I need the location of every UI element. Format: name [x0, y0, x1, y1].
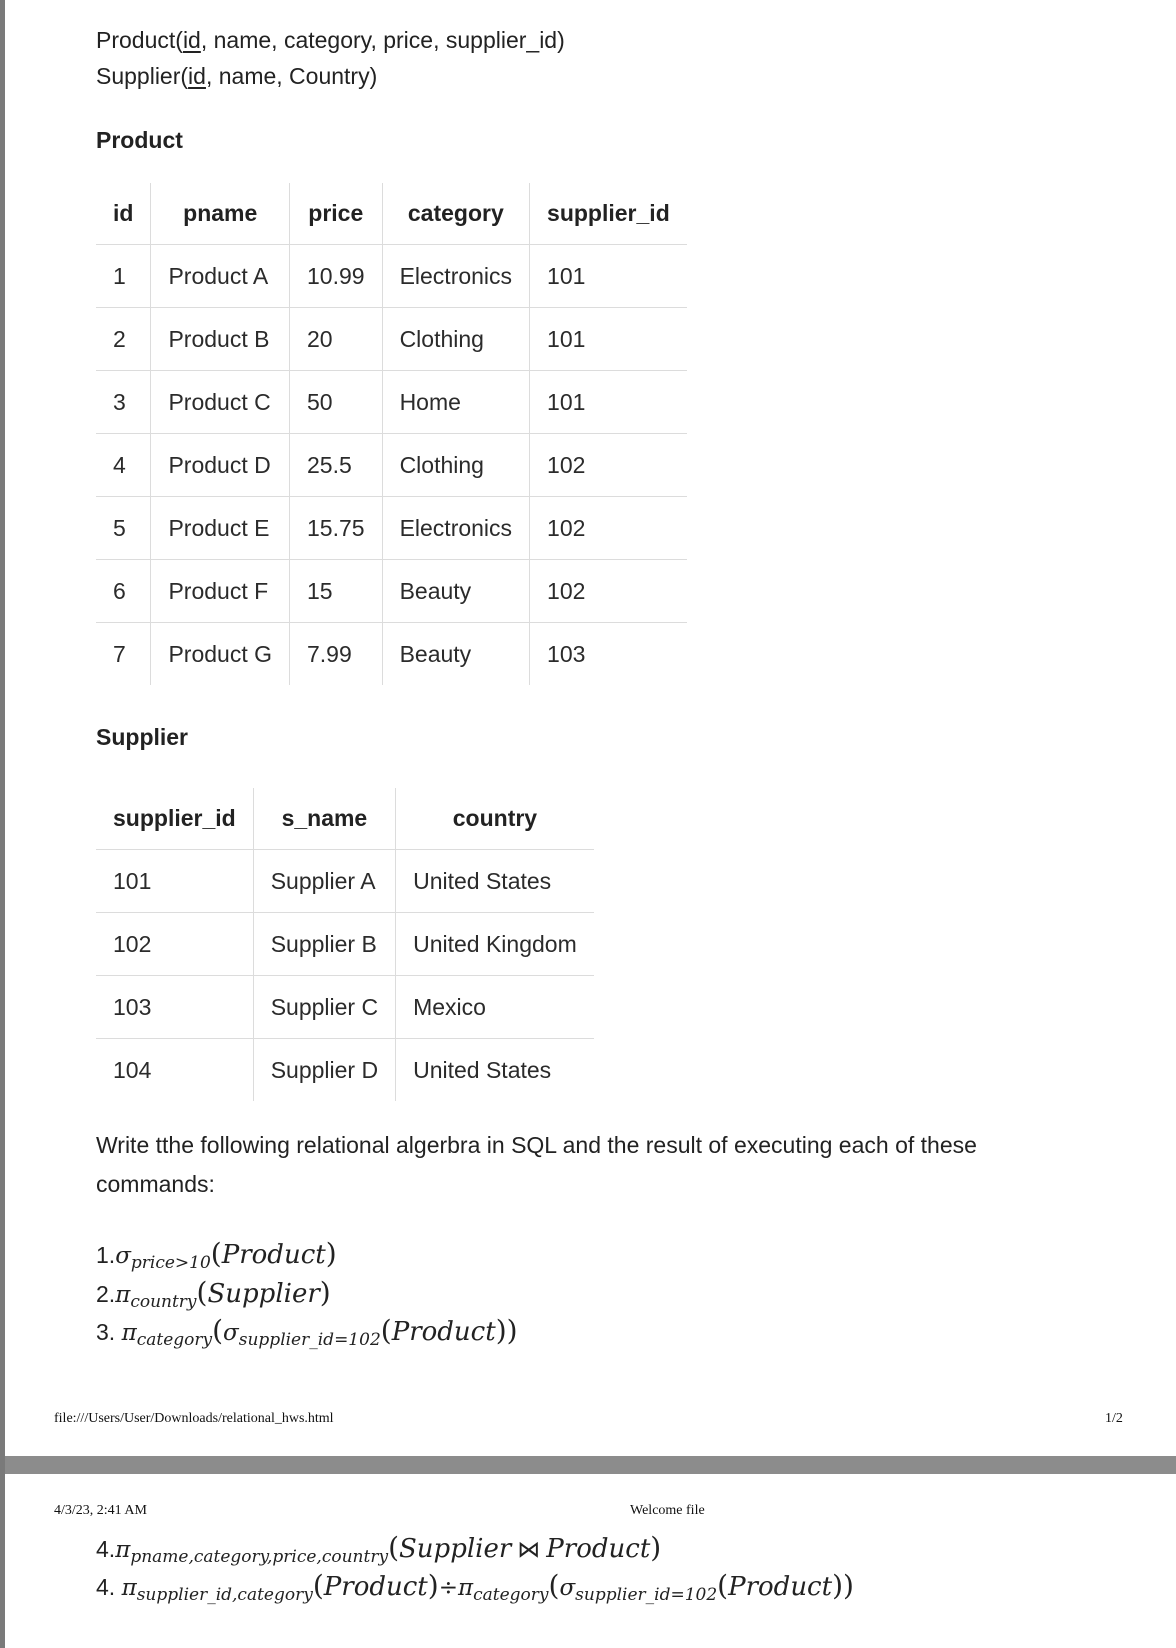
schema-supplier-rest: , name, Country) [205, 63, 378, 89]
expression-2: $2.\pi_{country}(Supplier)$ [96, 1276, 331, 1312]
table-cell: 2 [96, 308, 151, 371]
table-cell: Beauty [382, 623, 529, 686]
expression-number: 2. [96, 1281, 116, 1307]
column-header: pname [151, 183, 290, 245]
expression-3: 3. $\pi_{category}(\sigma_{supplier\_id=102}(Product))$ [96, 1314, 518, 1350]
table-row [96, 245, 687, 308]
expression-subscript: price>10 [130, 1253, 211, 1273]
table-row [96, 371, 687, 434]
table-cell: 103 [96, 976, 253, 1039]
table-row [96, 434, 687, 497]
table-cell: United Kingdom [396, 913, 594, 976]
sigma-symbol: σ [559, 1575, 576, 1601]
expression-argument: Product [728, 1572, 833, 1602]
expression-5: 4. $\pi_{supplier\_id,category}(Product)\div\pi_{category}(\sigma_{supplier\_id=102}(Product))$ [96, 1569, 854, 1605]
table-cell: United States [396, 1039, 594, 1102]
table-cell: Product C [151, 371, 290, 434]
table-cell: 20 [290, 308, 383, 371]
table-cell: United States [396, 850, 594, 913]
table-cell: Product A [151, 245, 290, 308]
table-cell: 102 [96, 913, 253, 976]
table-row [96, 308, 687, 371]
expression-number: 1. [96, 1242, 116, 1268]
table-cell: Home [382, 371, 529, 434]
table-cell: Product D [151, 434, 290, 497]
table-cell: 102 [530, 434, 687, 497]
pi-symbol: π [457, 1575, 474, 1601]
expression-1: $1.\sigma_{price>10}(Product)$ [96, 1237, 337, 1273]
expression-subscript: country [130, 1292, 197, 1312]
footer-page-number: 1/2 [1105, 1411, 1123, 1426]
column-header: price [290, 183, 383, 245]
column-header: category [382, 183, 529, 245]
expression-number: 4. [96, 1574, 122, 1600]
table-cell: Supplier C [253, 976, 395, 1039]
table-cell: 4 [96, 434, 151, 497]
footer-url: file:///Users/User/Downloads/relational_hws.html [54, 1411, 334, 1426]
table-cell: 101 [530, 245, 687, 308]
column-header: country [396, 788, 594, 850]
schema-product-prefix: Product( [96, 27, 183, 53]
pi-symbol: π [115, 1537, 131, 1563]
supplier-table [96, 788, 594, 1101]
expression-argument: Supplier [207, 1279, 320, 1309]
table-cell: Product G [151, 623, 290, 686]
product-table [96, 183, 687, 685]
table-row [96, 913, 594, 976]
schema-product [96, 29, 565, 52]
product-heading: Product [96, 127, 183, 153]
table-row [96, 560, 687, 623]
expression-subscript: supplier_id,category [136, 1585, 313, 1605]
question-prompt: Write tthe following relational algerbra in SQL and the result of executing each of these commands: [96, 1132, 977, 1197]
supplier-heading: Supplier [96, 724, 189, 750]
expression-subscript: supplier_id=102 [238, 1330, 381, 1350]
table-cell: Supplier D [253, 1039, 395, 1102]
table-cell: Clothing [382, 308, 529, 371]
pi-symbol: π [115, 1282, 131, 1308]
table-cell: 101 [113, 867, 152, 894]
table-cell: 10.99 [290, 245, 383, 308]
header-datetime: 4/3/23, 2:41 AM [54, 1503, 147, 1518]
table-cell: Beauty [382, 560, 529, 623]
column-header: supplier_id [96, 788, 253, 850]
column-header: id [96, 183, 151, 245]
pi-symbol: π [121, 1575, 137, 1601]
expression-subscript: category [473, 1585, 549, 1605]
schema-supplier-prefix: Supplier( [96, 63, 189, 89]
table-cell: 101 [530, 371, 687, 434]
table-cell: 25.5 [290, 434, 383, 497]
table-cell: 5 [96, 497, 151, 560]
expression-4: $4.\pi_{pname,category,price,country}(Supplier$ ⋈ Product) [96, 1531, 662, 1567]
table-cell: 1 [113, 262, 126, 289]
table-cell: 104 [96, 1039, 253, 1102]
sigma-symbol: σ [115, 1243, 131, 1269]
expression-number: 3. [96, 1319, 122, 1345]
table-cell: 50 [290, 371, 383, 434]
expression-argument: Supplier [399, 1534, 512, 1564]
join-symbol: ⋈ [517, 1537, 541, 1563]
table-cell: 7.99 [290, 623, 383, 686]
table-row [96, 497, 687, 560]
column-header: s_name [253, 788, 395, 850]
table-cell: 3 [96, 371, 151, 434]
table-cell: 103 [530, 623, 687, 686]
table-cell: Supplier A [253, 850, 395, 913]
table-row [96, 850, 594, 913]
table-cell: 102 [530, 560, 687, 623]
expression-subscript: category [136, 1330, 213, 1350]
schema-supplier-key: id [188, 63, 206, 89]
expression-subscript: supplier_id=102 [575, 1585, 718, 1605]
table-cell: Product B [151, 308, 290, 371]
schema-product-key: id [182, 27, 201, 53]
table-row [96, 1039, 594, 1102]
column-header: supplier_id [530, 183, 687, 245]
table-header-row [96, 183, 687, 245]
sigma-symbol: σ [223, 1320, 239, 1346]
expression-argument: Product [391, 1317, 496, 1347]
table-cell: Supplier B [253, 913, 395, 976]
table-cell: Electronics [382, 497, 529, 560]
pi-symbol: π [121, 1320, 137, 1346]
header-doc-title: Welcome file [630, 1503, 705, 1518]
table-cell: Electronics [382, 245, 529, 308]
table-cell: 6 [96, 560, 151, 623]
table-cell: 101 [530, 308, 687, 371]
expression-subscript: pname,category,price,country [130, 1547, 389, 1567]
table-cell: 15 [290, 560, 383, 623]
table-cell: Product F [151, 560, 290, 623]
table-cell: 102 [530, 497, 687, 560]
schema-supplier [96, 65, 377, 88]
expression-argument: Product [546, 1534, 651, 1564]
table-row [96, 976, 594, 1039]
expression-number: 4. [96, 1536, 116, 1562]
table-row [96, 623, 687, 686]
table-header-row [96, 788, 594, 850]
table-cell: Product E [151, 497, 290, 560]
table-cell: Clothing [382, 434, 529, 497]
schema-product-rest: , name, category, price, supplier_id) [200, 27, 565, 53]
table-cell: 7 [96, 623, 151, 686]
expression-argument: Product [221, 1240, 326, 1270]
table-cell: 15.75 [290, 497, 383, 560]
table-cell: Mexico [396, 976, 594, 1039]
expression-argument: Product [323, 1572, 428, 1602]
division-symbol: ÷ [438, 1575, 458, 1601]
